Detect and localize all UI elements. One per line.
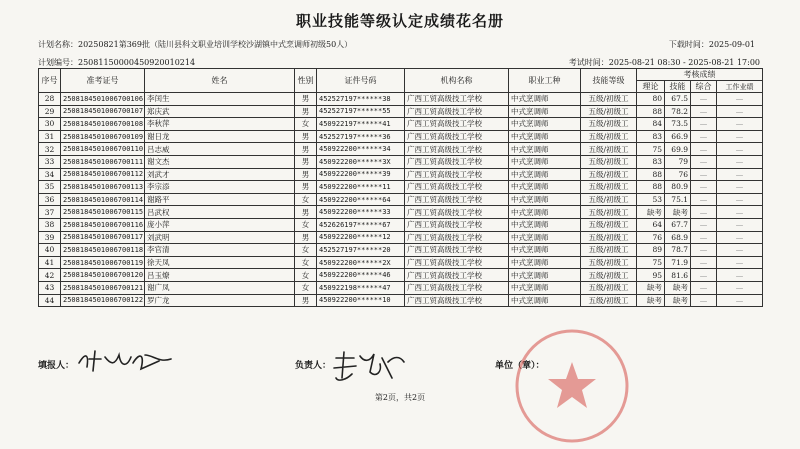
cell-seq: 30 bbox=[39, 118, 61, 131]
cell-exam-no: 2508184501006700122 bbox=[61, 294, 145, 307]
cell-theory: 75 bbox=[637, 143, 665, 156]
table-row bbox=[39, 181, 763, 194]
cell-occupation: 中式烹调师 bbox=[509, 206, 581, 219]
plan-number: 计划编号：25081150000450920010214 bbox=[38, 58, 196, 67]
cell-theory: 83 bbox=[637, 155, 665, 168]
cell-work-performance: — bbox=[717, 218, 763, 231]
cell-gender: 女 bbox=[295, 193, 317, 206]
cell-org: 广西工贸高级技工学校 bbox=[405, 269, 509, 282]
cell-gender: 男 bbox=[295, 181, 317, 194]
cell-level: 五级/初级工 bbox=[581, 93, 637, 106]
cell-work-performance: — bbox=[717, 206, 763, 219]
cell-exam-no: 2508184501006700115 bbox=[61, 206, 145, 219]
cell-seq: 33 bbox=[39, 155, 61, 168]
cell-theory: 88 bbox=[637, 168, 665, 181]
cell-gender: 男 bbox=[295, 155, 317, 168]
table-row bbox=[39, 143, 763, 156]
cell-name: 庞小萍 bbox=[145, 218, 295, 231]
cell-skill: 76 bbox=[665, 168, 691, 181]
table-row bbox=[39, 294, 763, 307]
cell-level: 五级/初级工 bbox=[581, 193, 637, 206]
cell-exam-no: 2508184501006700111 bbox=[61, 155, 145, 168]
cell-comprehensive: — bbox=[691, 105, 717, 118]
cell-org: 广西工贸高级技工学校 bbox=[405, 155, 509, 168]
cell-id-no: 450922200******10 bbox=[317, 294, 405, 307]
cell-theory: 76 bbox=[637, 231, 665, 244]
cell-id-no: 452527197******36 bbox=[317, 130, 405, 143]
cell-theory: 缺考 bbox=[637, 281, 665, 294]
table-row bbox=[39, 244, 763, 257]
cell-level: 五级/初级工 bbox=[581, 244, 637, 257]
cell-skill: 73.5 bbox=[665, 118, 691, 131]
cell-exam-no: 2508184501006700112 bbox=[61, 168, 145, 181]
cell-exam-no: 2508184501006700110 bbox=[61, 143, 145, 156]
cell-comprehensive: — bbox=[691, 206, 717, 219]
col-name: 姓名 bbox=[145, 69, 295, 93]
cell-seq: 37 bbox=[39, 206, 61, 219]
cell-org: 广西工贸高级技工学校 bbox=[405, 105, 509, 118]
cell-seq: 39 bbox=[39, 231, 61, 244]
cell-occupation: 中式烹调师 bbox=[509, 231, 581, 244]
cell-level: 五级/初级工 bbox=[581, 143, 637, 156]
cell-level: 五级/初级工 bbox=[581, 130, 637, 143]
table-row bbox=[39, 93, 763, 106]
cell-id-no: 452527197******38 bbox=[317, 93, 405, 106]
cell-exam-no: 2508184501006700118 bbox=[61, 244, 145, 257]
cell-name: 谢广凤 bbox=[145, 281, 295, 294]
cell-org: 广西工贸高级技工学校 bbox=[405, 244, 509, 257]
cell-work-performance: — bbox=[717, 294, 763, 307]
cell-gender: 男 bbox=[295, 206, 317, 219]
cell-org: 广西工贸高级技工学校 bbox=[405, 130, 509, 143]
col-skill: 技能 bbox=[665, 81, 691, 93]
cell-comprehensive: — bbox=[691, 118, 717, 131]
table-row bbox=[39, 218, 763, 231]
cell-comprehensive: — bbox=[691, 294, 717, 307]
cell-level: 五级/初级工 bbox=[581, 256, 637, 269]
cell-gender: 男 bbox=[295, 143, 317, 156]
cell-work-performance: — bbox=[717, 105, 763, 118]
cell-theory: 缺考 bbox=[637, 294, 665, 307]
cell-occupation: 中式烹调师 bbox=[509, 168, 581, 181]
unit-label: 单位（章）： bbox=[495, 361, 545, 371]
cell-exam-no: 2508184501006700108 bbox=[61, 118, 145, 131]
table-row bbox=[39, 168, 763, 181]
charge-signature bbox=[330, 348, 410, 388]
cell-skill: 78.7 bbox=[665, 244, 691, 257]
col-comprehensive: 综合 bbox=[691, 81, 717, 93]
cell-org: 广西工贸高级技工学校 bbox=[405, 294, 509, 307]
cell-work-performance: — bbox=[717, 281, 763, 294]
table-row bbox=[39, 105, 763, 118]
col-score-group: 考核成绩 bbox=[637, 69, 763, 81]
cell-id-no: 450922200******39 bbox=[317, 168, 405, 181]
col-gender: 性别 bbox=[295, 69, 317, 93]
cell-gender: 男 bbox=[295, 231, 317, 244]
download-time: 下载时间：2025-09-01 bbox=[668, 40, 755, 49]
cell-level: 五级/初级工 bbox=[581, 269, 637, 282]
cell-name: 吕志威 bbox=[145, 143, 295, 156]
cell-org: 广西工贸高级技工学校 bbox=[405, 143, 509, 156]
cell-name: 吕玉燎 bbox=[145, 269, 295, 282]
table-row bbox=[39, 231, 763, 244]
cell-occupation: 中式烹调师 bbox=[509, 269, 581, 282]
col-level: 技能等级 bbox=[581, 69, 637, 93]
cell-level: 五级/初级工 bbox=[581, 218, 637, 231]
cell-gender: 女 bbox=[295, 256, 317, 269]
cell-org: 广西工贸高级技工学校 bbox=[405, 193, 509, 206]
cell-theory: 53 bbox=[637, 193, 665, 206]
cell-theory: 80 bbox=[637, 93, 665, 106]
cell-skill: 68.9 bbox=[665, 231, 691, 244]
cell-seq: 43 bbox=[39, 281, 61, 294]
cell-gender: 女 bbox=[295, 244, 317, 257]
cell-org: 广西工贸高级技工学校 bbox=[405, 231, 509, 244]
cell-exam-no: 2508184501006700116 bbox=[61, 218, 145, 231]
filler-signature bbox=[75, 345, 175, 375]
document-title: 职业技能等级认定成绩花名册 bbox=[295, 12, 504, 30]
page-number: 第2页，共2页 bbox=[374, 393, 426, 402]
cell-id-no: 450922200******11 bbox=[317, 181, 405, 194]
cell-id-no: 450922200******46 bbox=[317, 269, 405, 282]
cell-name: 徐天凤 bbox=[145, 256, 295, 269]
cell-work-performance: — bbox=[717, 168, 763, 181]
official-seal bbox=[512, 326, 632, 446]
cell-seq: 44 bbox=[39, 294, 61, 307]
cell-theory: 83 bbox=[637, 130, 665, 143]
cell-seq: 35 bbox=[39, 181, 61, 194]
cell-id-no: 452527197******20 bbox=[317, 244, 405, 257]
cell-theory: 64 bbox=[637, 218, 665, 231]
cell-org: 广西工贸高级技工学校 bbox=[405, 93, 509, 106]
cell-work-performance: — bbox=[717, 244, 763, 257]
cell-org: 广西工贸高级技工学校 bbox=[405, 281, 509, 294]
cell-id-no: 452626197******67 bbox=[317, 218, 405, 231]
cell-gender: 男 bbox=[295, 168, 317, 181]
table-row bbox=[39, 206, 763, 219]
cell-gender: 男 bbox=[295, 93, 317, 106]
cell-level: 五级/初级工 bbox=[581, 155, 637, 168]
table-row bbox=[39, 193, 763, 206]
cell-exam-no: 2508184501006700120 bbox=[61, 269, 145, 282]
cell-name: 刘武才 bbox=[145, 168, 295, 181]
cell-seq: 32 bbox=[39, 143, 61, 156]
filler-label: 填报人： bbox=[38, 361, 75, 371]
cell-comprehensive: — bbox=[691, 168, 717, 181]
cell-exam-no: 25081845010067001​06 bbox=[61, 93, 145, 106]
cell-skill: 79 bbox=[665, 155, 691, 168]
cell-comprehensive: — bbox=[691, 155, 717, 168]
cell-work-performance: — bbox=[717, 155, 763, 168]
cell-skill: 67.5 bbox=[665, 93, 691, 106]
cell-gender: 男 bbox=[295, 105, 317, 118]
cell-skill: 69.9 bbox=[665, 143, 691, 156]
cell-skill: 67.7 bbox=[665, 218, 691, 231]
cell-id-no: 450922197******41 bbox=[317, 118, 405, 131]
cell-gender: 女 bbox=[295, 218, 317, 231]
plan-name: 计划名称：20250821第369批（陆川县科文职业培训学校沙湖镇中式烹调师初级50人） bbox=[38, 40, 353, 49]
table-row bbox=[39, 155, 763, 168]
cell-occupation: 中式烹调师 bbox=[509, 130, 581, 143]
cell-comprehensive: — bbox=[691, 244, 717, 257]
cell-seq: 36 bbox=[39, 193, 61, 206]
cell-exam-no: 2508184501006700117 bbox=[61, 231, 145, 244]
cell-name: 谢路平 bbox=[145, 193, 295, 206]
cell-id-no: 450922200******64 bbox=[317, 193, 405, 206]
cell-comprehensive: — bbox=[691, 256, 717, 269]
cell-skill: 81.6 bbox=[665, 269, 691, 282]
cell-gender: 女 bbox=[295, 269, 317, 282]
cell-name: 李秋萍 bbox=[145, 118, 295, 131]
cell-name: 李宗添 bbox=[145, 181, 295, 194]
cell-theory: 84 bbox=[637, 118, 665, 131]
exam-time: 考试时间：2025-08-21 08:30 - 2025-08-21 17:00 bbox=[568, 58, 760, 67]
cell-name: 罗广龙 bbox=[145, 294, 295, 307]
cell-id-no: 450922200******2X bbox=[317, 256, 405, 269]
cell-id-no: 450922198******47 bbox=[317, 281, 405, 294]
cell-org: 广西工贸高级技工学校 bbox=[405, 118, 509, 131]
col-id-no: 证件号码 bbox=[317, 69, 405, 93]
cell-seq: 28 bbox=[39, 93, 61, 106]
cell-occupation: 中式烹调师 bbox=[509, 155, 581, 168]
cell-name: 李闰生 bbox=[145, 93, 295, 106]
cell-comprehensive: — bbox=[691, 269, 717, 282]
col-work-performance: 工作业绩 bbox=[717, 81, 763, 93]
col-theory: 理论 bbox=[637, 81, 665, 93]
cell-exam-no: 2508184501006700119 bbox=[61, 256, 145, 269]
cell-theory: 89 bbox=[637, 244, 665, 257]
cell-gender: 女 bbox=[295, 281, 317, 294]
table-row bbox=[39, 269, 763, 282]
cell-name: 刘武明 bbox=[145, 231, 295, 244]
cell-skill: 75.1 bbox=[665, 193, 691, 206]
cell-occupation: 中式烹调师 bbox=[509, 281, 581, 294]
cell-occupation: 中式烹调师 bbox=[509, 244, 581, 257]
cell-comprehensive: — bbox=[691, 193, 717, 206]
cell-theory: 75 bbox=[637, 256, 665, 269]
table-row bbox=[39, 118, 763, 131]
cell-skill: 80.9 bbox=[665, 181, 691, 194]
cell-exam-no: 2508184501006700121 bbox=[61, 281, 145, 294]
table-body bbox=[39, 93, 763, 307]
cell-work-performance: — bbox=[717, 130, 763, 143]
cell-name: 谢文杰 bbox=[145, 155, 295, 168]
cell-exam-no: 2508184501006700107 bbox=[61, 105, 145, 118]
cell-seq: 29 bbox=[39, 105, 61, 118]
cell-comprehensive: — bbox=[691, 281, 717, 294]
cell-occupation: 中式烹调师 bbox=[509, 143, 581, 156]
cell-level: 五级/初级工 bbox=[581, 231, 637, 244]
cell-level: 五级/初级工 bbox=[581, 281, 637, 294]
table-row bbox=[39, 130, 763, 143]
cell-id-no: 450922200******33 bbox=[317, 206, 405, 219]
cell-comprehensive: — bbox=[691, 218, 717, 231]
cell-occupation: 中式烹调师 bbox=[509, 118, 581, 131]
cell-org: 广西工贸高级技工学校 bbox=[405, 218, 509, 231]
cell-id-no: 450922200******34 bbox=[317, 143, 405, 156]
cell-gender: 男 bbox=[295, 130, 317, 143]
cell-name: 郑庆武 bbox=[145, 105, 295, 118]
cell-occupation: 中式烹调师 bbox=[509, 193, 581, 206]
cell-skill: 缺考 bbox=[665, 294, 691, 307]
cell-exam-no: 2508184501006700114 bbox=[61, 193, 145, 206]
cell-skill: 66.9 bbox=[665, 130, 691, 143]
cell-level: 五级/初级工 bbox=[581, 105, 637, 118]
cell-seq: 31 bbox=[39, 130, 61, 143]
col-exam-no: 准考证号 bbox=[61, 69, 145, 93]
cell-level: 五级/初级工 bbox=[581, 294, 637, 307]
cell-exam-no: 2508184501006700109 bbox=[61, 130, 145, 143]
cell-occupation: 中式烹调师 bbox=[509, 105, 581, 118]
cell-theory: 缺考 bbox=[637, 206, 665, 219]
cell-seq: 34 bbox=[39, 168, 61, 181]
cell-skill: 78.2 bbox=[665, 105, 691, 118]
cell-comprehensive: — bbox=[691, 93, 717, 106]
cell-work-performance: — bbox=[717, 143, 763, 156]
cell-org: 广西工贸高级技工学校 bbox=[405, 168, 509, 181]
cell-level: 五级/初级工 bbox=[581, 206, 637, 219]
score-table bbox=[38, 68, 763, 307]
col-org: 机构名称 bbox=[405, 69, 509, 93]
cell-org: 广西工贸高级技工学校 bbox=[405, 206, 509, 219]
cell-name: 李官清 bbox=[145, 244, 295, 257]
cell-occupation: 中式烹调师 bbox=[509, 93, 581, 106]
cell-skill: 71.9 bbox=[665, 256, 691, 269]
cell-occupation: 中式烹调师 bbox=[509, 218, 581, 231]
cell-name: 谢日龙 bbox=[145, 130, 295, 143]
cell-comprehensive: — bbox=[691, 130, 717, 143]
cell-gender: 女 bbox=[295, 118, 317, 131]
table-row bbox=[39, 281, 763, 294]
cell-work-performance: — bbox=[717, 231, 763, 244]
cell-work-performance: — bbox=[717, 193, 763, 206]
cell-comprehensive: — bbox=[691, 181, 717, 194]
cell-level: 五级/初级工 bbox=[581, 181, 637, 194]
cell-seq: 40 bbox=[39, 244, 61, 257]
cell-work-performance: — bbox=[717, 181, 763, 194]
cell-comprehensive: — bbox=[691, 231, 717, 244]
cell-seq: 41 bbox=[39, 256, 61, 269]
cell-exam-no: 2508184501006700113 bbox=[61, 181, 145, 194]
cell-id-no: 450922200******12 bbox=[317, 231, 405, 244]
cell-gender: 男 bbox=[295, 294, 317, 307]
cell-work-performance: — bbox=[717, 256, 763, 269]
cell-work-performance: — bbox=[717, 93, 763, 106]
cell-id-no: 450922200******3X bbox=[317, 155, 405, 168]
cell-comprehensive: — bbox=[691, 143, 717, 156]
cell-skill: 缺考 bbox=[665, 281, 691, 294]
cell-seq: 38 bbox=[39, 218, 61, 231]
cell-name: 吕武权 bbox=[145, 206, 295, 219]
cell-id-no: 452527197******55 bbox=[317, 105, 405, 118]
cell-work-performance: — bbox=[717, 118, 763, 131]
cell-work-performance: — bbox=[717, 269, 763, 282]
cell-theory: 88 bbox=[637, 181, 665, 194]
cell-theory: 88 bbox=[637, 105, 665, 118]
charge-label: 负责人： bbox=[295, 361, 332, 371]
cell-skill: 缺考 bbox=[665, 206, 691, 219]
cell-theory: 95 bbox=[637, 269, 665, 282]
cell-occupation: 中式烹调师 bbox=[509, 181, 581, 194]
cell-occupation: 中式烹调师 bbox=[509, 256, 581, 269]
cell-level: 五级/初级工 bbox=[581, 118, 637, 131]
table-row bbox=[39, 256, 763, 269]
cell-org: 广西工贸高级技工学校 bbox=[405, 181, 509, 194]
cell-seq: 42 bbox=[39, 269, 61, 282]
cell-occupation: 中式烹调师 bbox=[509, 294, 581, 307]
col-occupation: 职业工种 bbox=[509, 69, 581, 93]
cell-level: 五级/初级工 bbox=[581, 168, 637, 181]
cell-org: 广西工贸高级技工学校 bbox=[405, 256, 509, 269]
col-seq: 序号 bbox=[39, 69, 61, 93]
